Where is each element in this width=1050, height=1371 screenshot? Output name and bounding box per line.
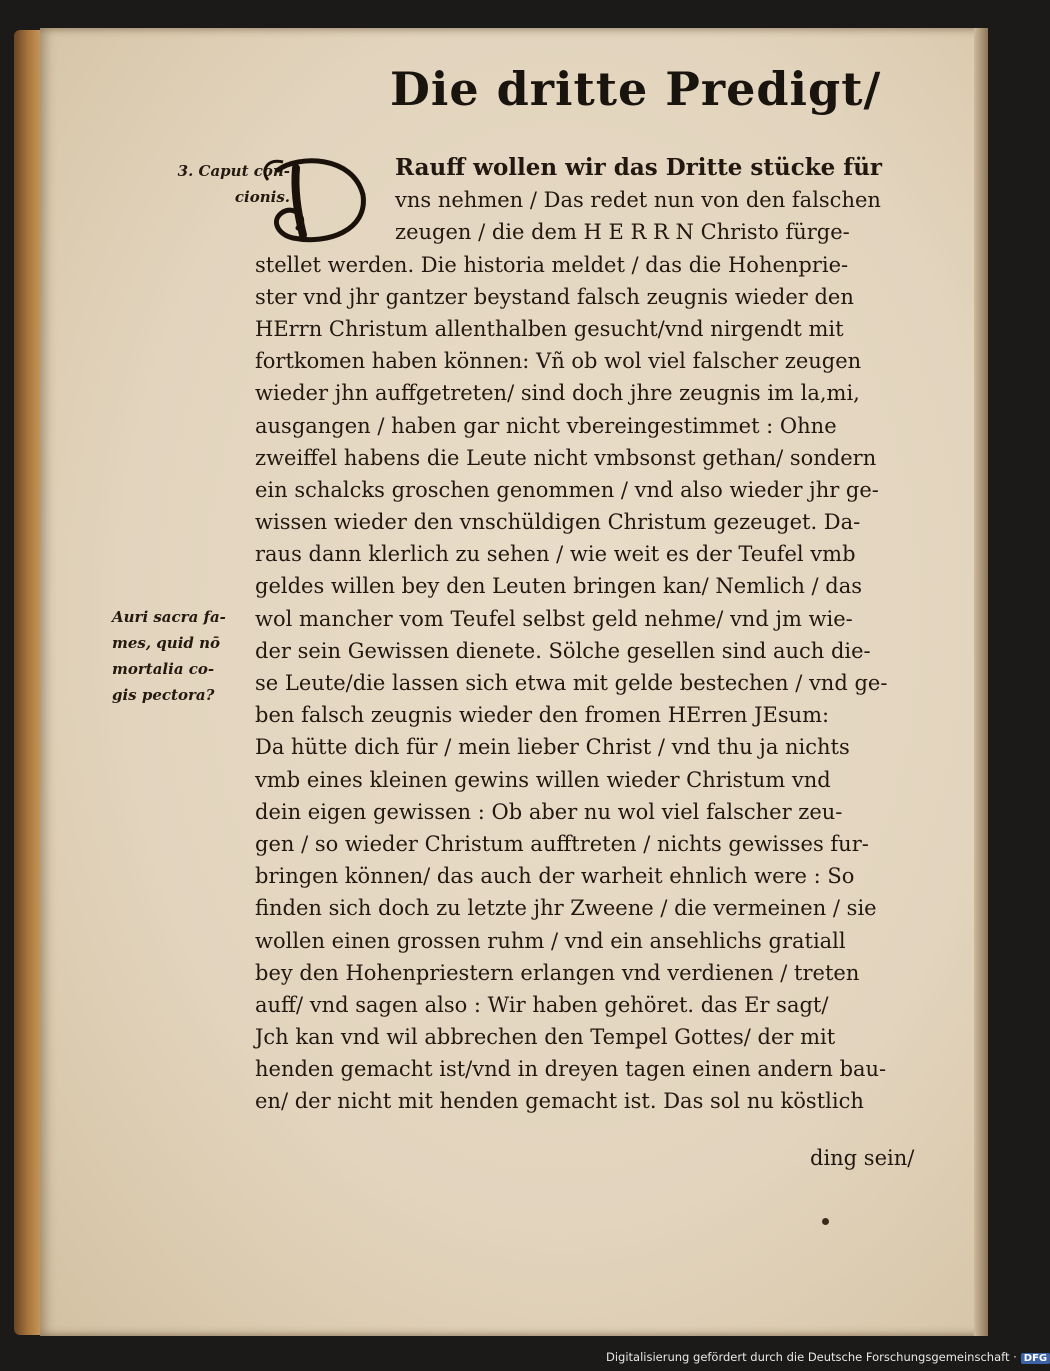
margin-note-line: mes, quid nō bbox=[112, 634, 221, 652]
text-line: vns nehmen / Das redet nun von den falschen bbox=[395, 188, 881, 213]
body-text bbox=[255, 152, 935, 1118]
text-line: der sein Gewissen dienete. Sölche gesellen sind auch die- bbox=[255, 638, 871, 663]
text-line: wieder jhn auffgetreten/ sind doch jhre zeugnis im la,mi, bbox=[255, 381, 860, 406]
text-line: vmb eines kleinen gewins willen wieder Christum vnd bbox=[255, 767, 831, 792]
text-line: wollen einen grossen ruhm / vnd ein ansehlichs gratiall bbox=[255, 928, 846, 953]
text-line: HErrn Christum allenthalben gesucht/vnd nirgendt mit bbox=[255, 316, 844, 341]
text-line: wol mancher vom Teufel selbst geld nehme/ vnd jm wie- bbox=[255, 606, 853, 631]
text-line: ein schalcks groschen genommen / vnd also wieder jhr ge- bbox=[255, 477, 879, 502]
text-line: dein eigen gewissen : Ob aber nu wol viel falscher zeu- bbox=[255, 799, 843, 824]
credit-text: Digitalisierung gefördert durch die Deutsche Forschungsgemeinschaft · bbox=[606, 1350, 1017, 1364]
text-line: raus dann klerlich zu sehen / wie weit es der Teufel vmb bbox=[255, 542, 856, 567]
text-line: stellet werden. Die historia meldet / das die Hohenprie- bbox=[255, 252, 849, 277]
margin-note-line: gis pectora? bbox=[112, 686, 215, 704]
page-gutter bbox=[974, 28, 988, 1336]
running-title: Die dritte Predigt/ bbox=[390, 62, 882, 116]
text-line: henden gemacht ist/vnd in dreyen tagen einen andern bau- bbox=[255, 1057, 887, 1082]
text-line: ausgangen / haben gar nicht vbereingestimmet : Ohne bbox=[255, 413, 837, 438]
catchword: ding sein/ bbox=[810, 1146, 915, 1170]
text-line: se Leute/die lassen sich etwa mit gelde bestechen / vnd ge- bbox=[255, 671, 888, 695]
margin-note-line: mortalia co- bbox=[112, 660, 215, 678]
text-line: auff/ vnd sagen also : Wir haben gehöret. das Er sagt/ bbox=[255, 992, 829, 1017]
margin-note-line: 3. Caput con- bbox=[177, 162, 290, 180]
text-line: ster vnd jhr gantzer beystand falsch zeugnis wieder den bbox=[255, 284, 854, 309]
text-line: ben falsch zeugnis wieder den fromen HErren JEsum: bbox=[255, 703, 830, 728]
text-line: bringen können/ das auch der warheit ehnlich were : So bbox=[255, 864, 855, 889]
margin-note-line: cionis. bbox=[234, 188, 290, 206]
text-line: Jch kan vnd wil abbrechen den Tempel Gottes/ der mit bbox=[255, 1025, 836, 1050]
text-line: en/ der nicht mit henden gemacht ist. Das sol nu köstlich bbox=[255, 1089, 864, 1114]
text-line: Rauff wollen wir das Dritte stücke für bbox=[395, 154, 883, 181]
margin-note-line: Auri sacra fa- bbox=[112, 608, 226, 626]
text-line: fortkomen haben können: Vñ ob wol viel falscher zeugen bbox=[255, 349, 862, 374]
dfg-logo-icon: DFG bbox=[1021, 1353, 1050, 1364]
ink-speck bbox=[822, 1218, 829, 1225]
text-line: bey den Hohenpriestern erlangen vnd verdienen / treten bbox=[255, 960, 860, 985]
text-line: wissen wieder den vnschüldigen Christum gezeuget. Da- bbox=[255, 510, 861, 535]
text-line: geldes willen bey den Leuten bringen kan/ Nemlich / das bbox=[255, 574, 863, 599]
text-line: gen / so wieder Christum aufftreten / nichts gewisses fur- bbox=[255, 831, 869, 856]
text-line: finden sich doch zu letzte jhr Zweene / die vermeinen / sie bbox=[255, 896, 877, 921]
text-line: zweiffel habens die Leute nicht vmbsonst gethan/ sondern bbox=[255, 445, 877, 470]
text-line: Da hütte dich für / mein lieber Christ / vnd thu ja nichts bbox=[255, 735, 850, 760]
digitization-credit bbox=[606, 1350, 1050, 1370]
text-line: zeugen / die dem H E R R N Christo fürge- bbox=[395, 220, 850, 245]
